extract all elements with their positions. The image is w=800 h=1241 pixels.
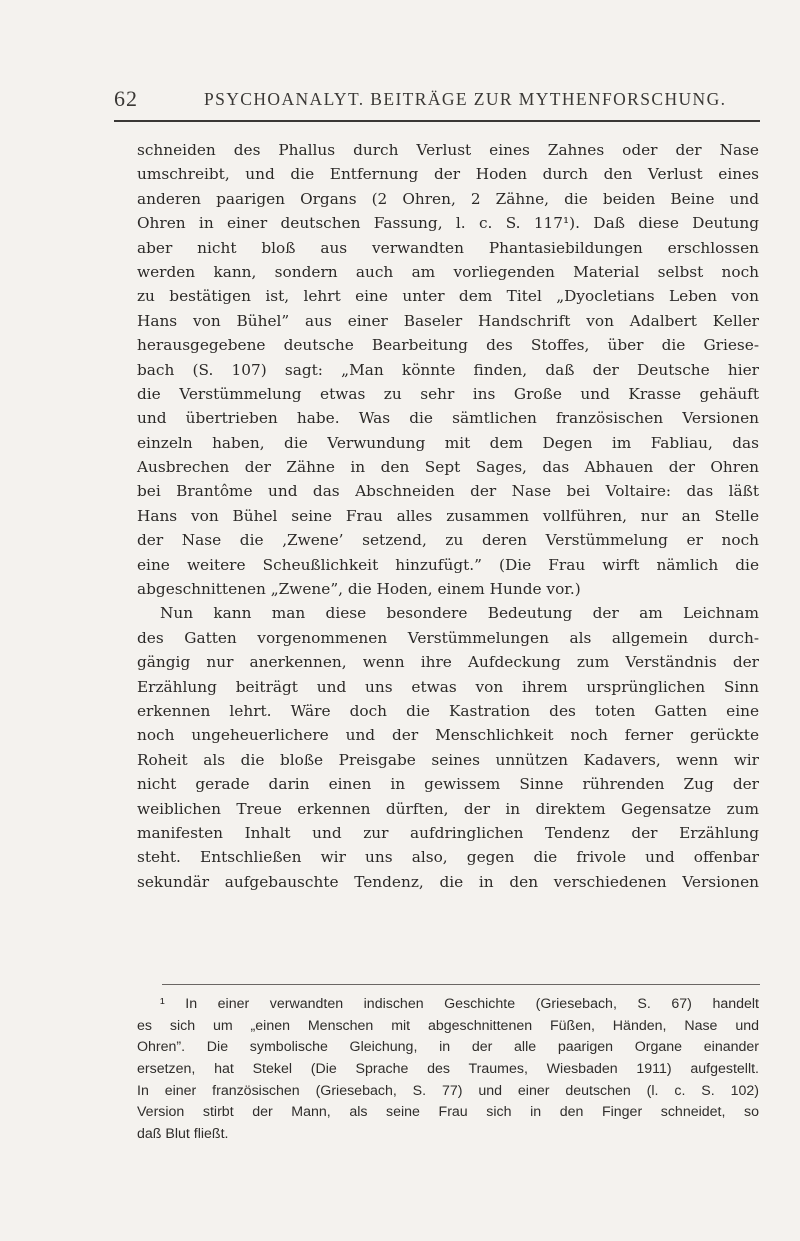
footnote-line: Version stirbt der Mann, als seine Frau sich in den Finger schneidet, so [137, 1104, 759, 1121]
text-line: schneiden des Phallus durch Verlust eines Zahnes oder der Nase [137, 141, 759, 159]
text-line: des Gatten vorgenommenen Verstümmelungen als allgemein durch- [137, 628, 759, 647]
text-line: und übertrieben habe. Was die sämtlichen französischen Versionen [137, 409, 759, 428]
text-line: umschreibt, und die Entfernung der Hoden durch den Verlust eines [137, 165, 759, 184]
text-line: herausgegebene deutsche Bearbeitung des Stoffes, über die Griese- [137, 336, 759, 355]
text-line: Hans von Bühel” aus einer Baseler Handschrift von Adalbert Keller [137, 311, 759, 330]
text-line: noch ungeheuerlichere und der Menschlichkeit noch ferner gerückte [137, 726, 759, 745]
text-line: Ohren in einer deutschen Fassung, l. c. S. 117¹). Daß diese Deutung [137, 214, 759, 233]
footnote-rule [162, 984, 760, 985]
text-line: einzeln haben, die Verwundung mit dem Degen im Fabliau, das [137, 433, 759, 452]
footnote-line: In einer französischen (Griesebach, S. 77) und einer deutschen (l. c. S. 102) [137, 1082, 759, 1099]
footnote-line: ersetzen, hat Stekel (Die Sprache des Traumes, Wiesbaden 1911) aufgestellt. [137, 1061, 759, 1078]
running-title: PSYCHOANALYT. BEITRÄGE ZUR MYTHENFORSCHUNG. [204, 89, 727, 109]
text-line: Hans von Bühel seine Frau alles zusammen vollführen, nur an Stelle [137, 506, 759, 525]
page-number: 62 [114, 86, 138, 111]
footnote-line: es sich um „einen Menschen mit abgeschnittenen Füßen, Händen, Nase und [137, 1017, 759, 1034]
footnote-line: ¹ In einer verwandten indischen Geschichte (Griesebach, S. 67) handelt [160, 996, 759, 1012]
text-line: abgeschnittenen „Zwene”, die Hoden, einem Hunde vor.) [137, 580, 581, 599]
text-line: weiblichen Treue erkennen dürften, der in direktem Gegensatze zum [137, 799, 759, 818]
header-rule [114, 120, 760, 122]
footnote-line: Ohren”. Die symbolische Gleichung, in der alle paarigen Organe einander [137, 1039, 759, 1056]
text-line: Roheit als die bloße Preisgabe seines unnützen Kadavers, wenn wir [137, 750, 759, 769]
text-line: sekundär aufgebauschte Tendenz, die in den verschiedenen Versionen [137, 872, 759, 891]
text-line: Erzählung beiträgt und uns etwas von ihrem ursprünglichen Sinn [137, 677, 759, 696]
text-line: anderen paarigen Organs (2 Ohren, 2 Zähne, die beiden Beine und [137, 189, 759, 208]
text-line: werden kann, sondern auch am vorliegenden Material selbst noch [137, 262, 759, 281]
text-line: aber nicht bloß aus verwandten Phantasiebildungen erschlossen [137, 238, 759, 257]
text-line: Ausbrechen der Zähne in den Sept Sages, das Abhauen der Ohren [137, 458, 759, 477]
text-line: bach (S. 107) sagt: „Man könnte finden, daß der Deutsche hier [137, 360, 759, 379]
text-line: steht. Entschließen wir uns also, gegen die frivole und offenbar [137, 848, 759, 867]
text-line: gängig nur anerkennen, wenn ihre Aufdeckung zum Verständnis der [137, 653, 759, 672]
body-text [137, 138, 759, 894]
text-line: die Verstümmelung etwas zu sehr ins Große und Krasse gehäuft [137, 384, 759, 403]
text-line: Nun kann man diese besondere Bedeutung der am Leichnam [160, 604, 759, 623]
text-line: der Nase die ‚Zwene’ setzend, zu deren Verstümmelung er noch [137, 531, 759, 550]
text-line: zu bestätigen ist, lehrt eine unter dem Titel „Dyocletians Leben von [137, 287, 759, 306]
text-line: manifesten Inhalt und zur aufdringlichen Tendenz der Erzählung [137, 823, 759, 842]
footnotes [137, 994, 759, 1146]
text-line: nicht gerade darin einen in gewissem Sinne rührenden Zug der [137, 775, 759, 794]
footnote-line: daß Blut fließt. [137, 1126, 229, 1143]
text-line: bei Brantôme und das Abschneiden der Nase bei Voltaire: das läßt [137, 482, 759, 501]
text-line: erkennen lehrt. Wäre doch die Kastration des toten Gatten eine [137, 701, 759, 720]
text-line: eine weitere Scheußlichkeit hinzufügt.” (Die Frau wirft nämlich die [137, 555, 759, 574]
